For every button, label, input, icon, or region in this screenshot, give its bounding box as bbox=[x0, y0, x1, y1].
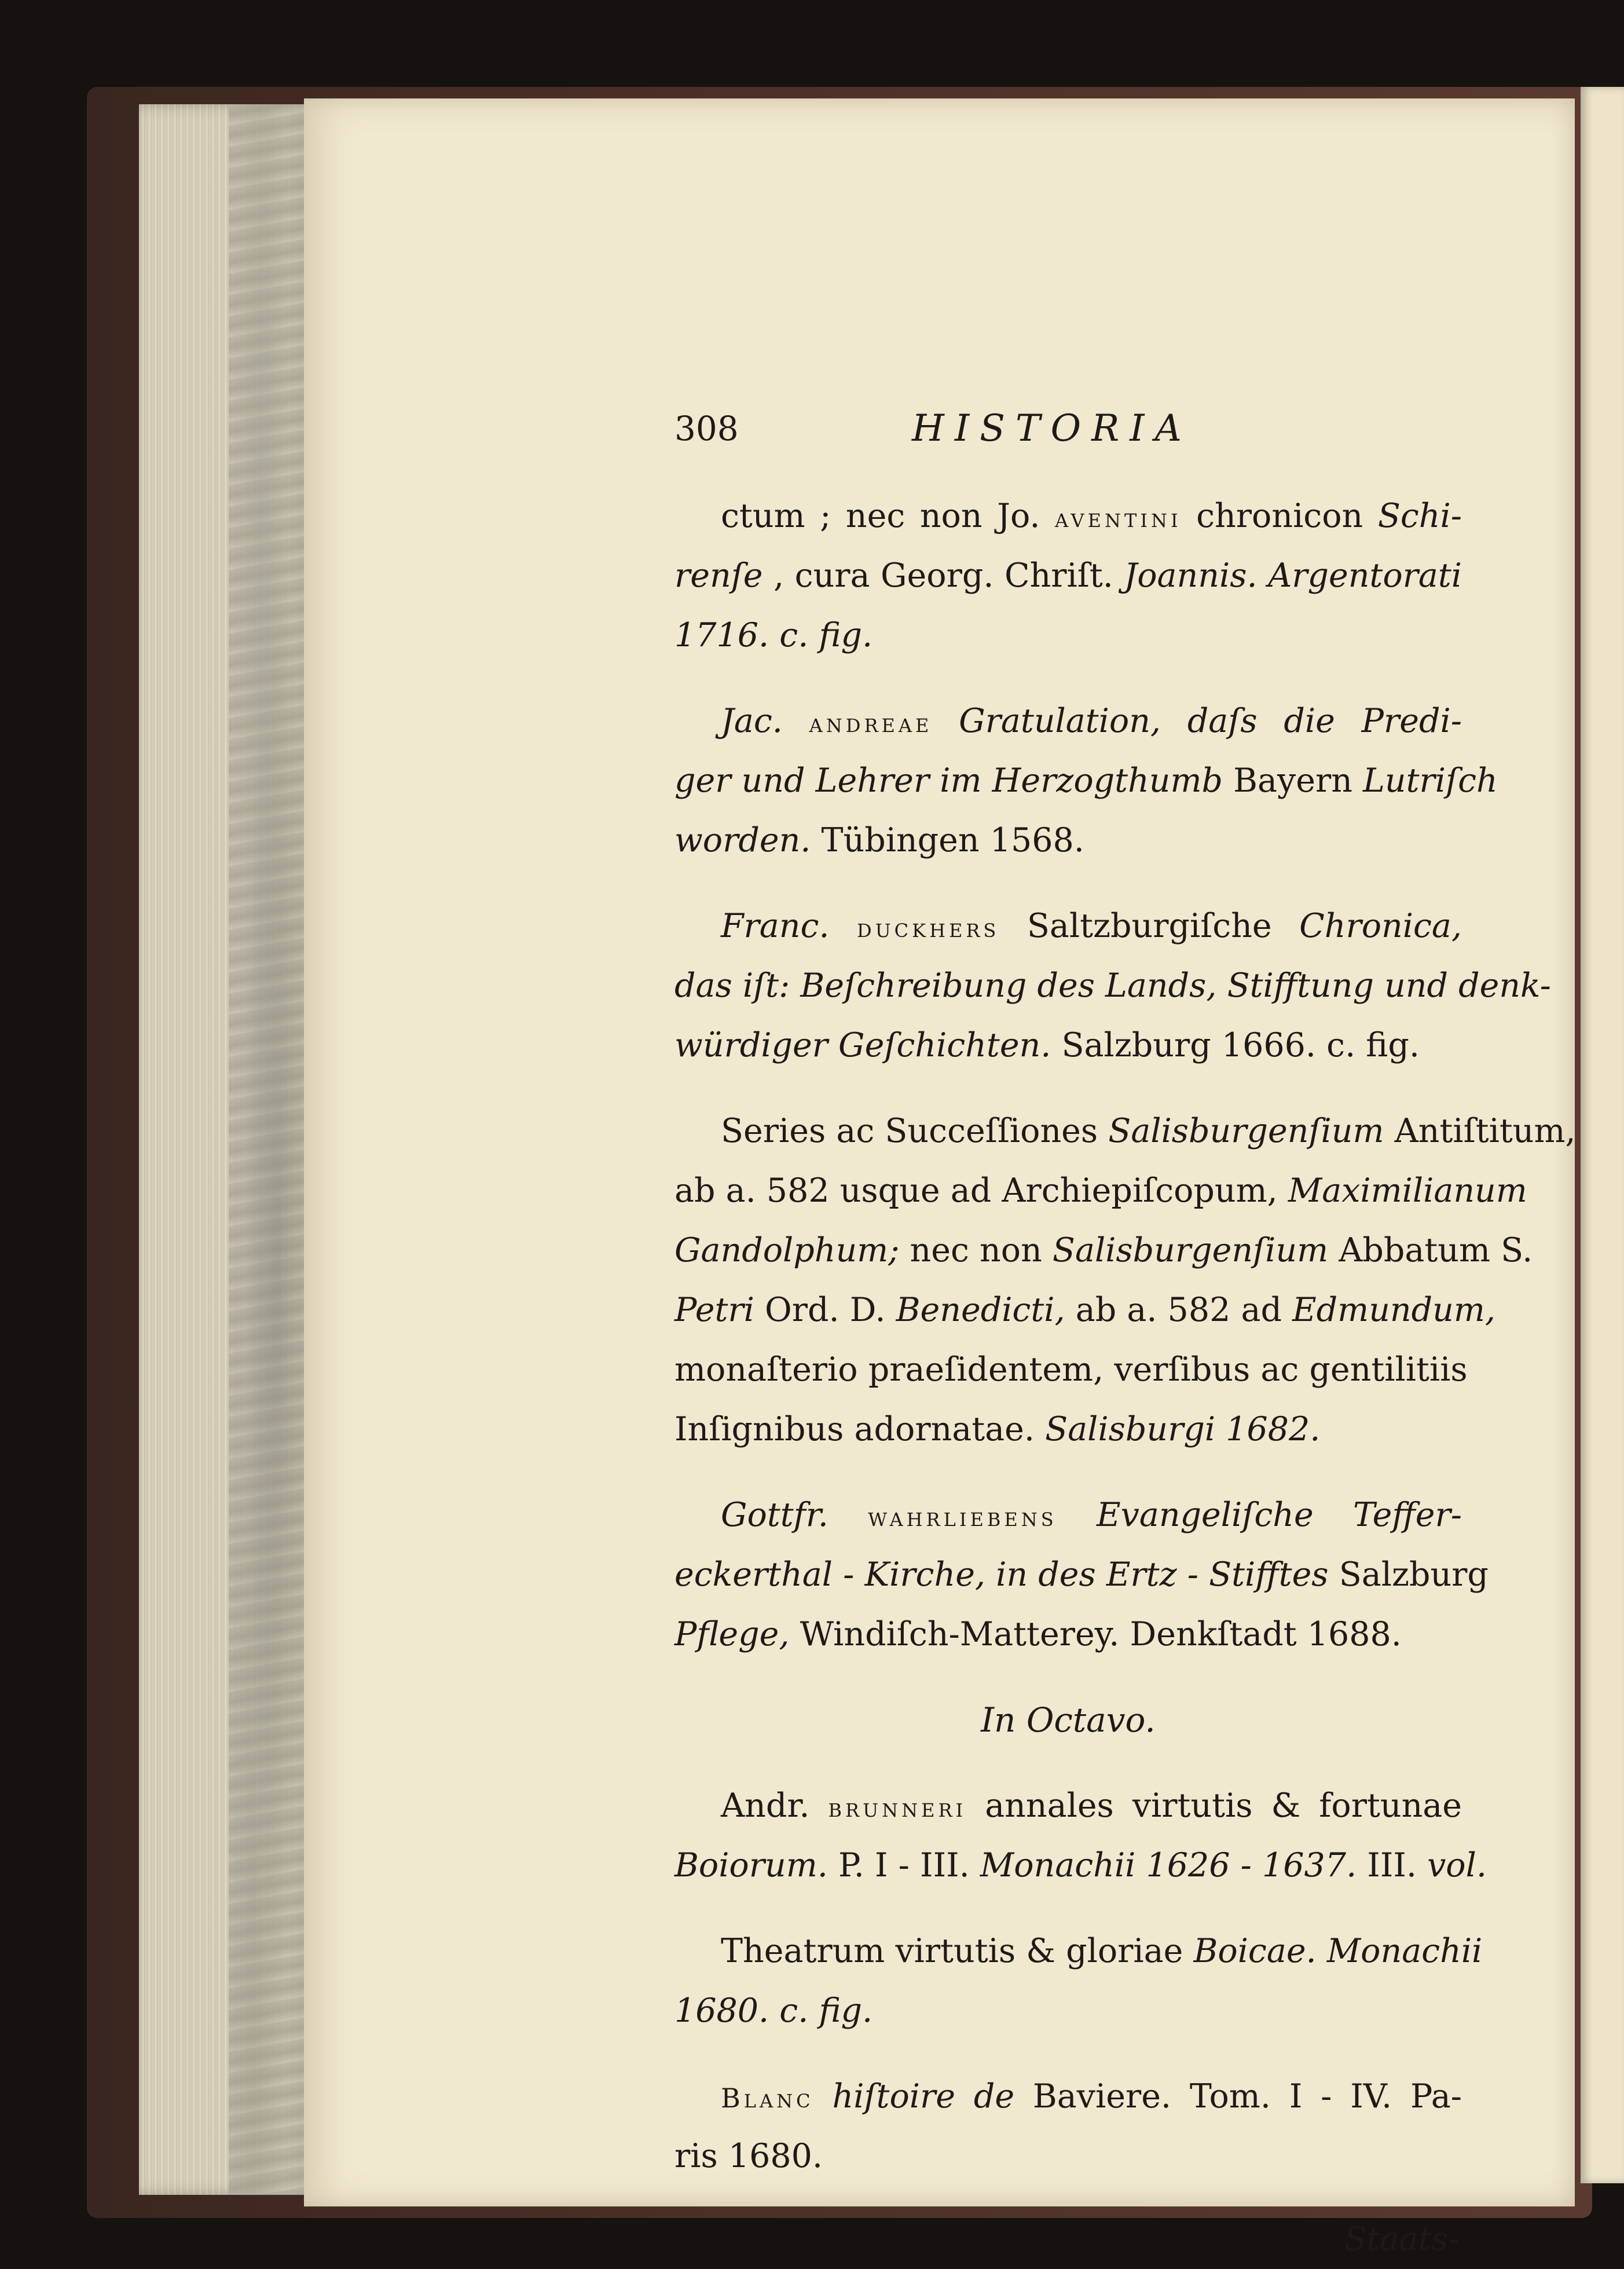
text-run: Antiſtitum, bbox=[1384, 1112, 1576, 1150]
text-line bbox=[674, 1605, 1462, 1664]
italic-text: Franc. bbox=[721, 907, 830, 945]
text-run: ab a. 582 usque ad Archiepiſcopum, bbox=[674, 1172, 1288, 1210]
text-line bbox=[674, 1221, 1533, 1280]
italic-text: Lutriſch bbox=[1363, 762, 1498, 800]
text-run: Inſignibus adornatae. bbox=[674, 1410, 1046, 1448]
italic-text: Boicae. bbox=[1193, 1932, 1317, 1970]
text-line bbox=[674, 1016, 1462, 1075]
text-run: Saltzburgiſche bbox=[999, 907, 1300, 945]
italic-text: Benedicti, bbox=[896, 1291, 1065, 1329]
text-run: Andr. bbox=[721, 1787, 829, 1825]
italic-text: 1716. c. fig. bbox=[674, 616, 873, 654]
text-line bbox=[674, 1485, 1462, 1545]
italic-text: hiſtoire de bbox=[832, 2077, 1015, 2116]
text-run bbox=[783, 702, 809, 740]
text-line bbox=[674, 691, 1462, 751]
italic-text: Salisburgenſium bbox=[1052, 1231, 1329, 1269]
bibliography-entry bbox=[674, 1922, 1483, 2041]
italic-text: Petri bbox=[674, 1291, 754, 1329]
author-name: Blanc bbox=[721, 2083, 814, 2114]
italic-text: Schi- bbox=[1377, 497, 1462, 535]
text-line bbox=[674, 2127, 1462, 2186]
author-name: brunneri bbox=[828, 1792, 967, 1823]
italic-text: ger und Lehrer im Herzogthumb bbox=[674, 762, 1223, 800]
text-line bbox=[674, 751, 1498, 811]
italic-text: Jac. bbox=[721, 702, 783, 740]
text-run bbox=[814, 2077, 833, 2116]
italic-text: Gottfr. bbox=[721, 1496, 829, 1534]
text-line bbox=[674, 1400, 1462, 1459]
text-run bbox=[1317, 1932, 1327, 1970]
italic-text: Evangeliſche Teffer- bbox=[1097, 1496, 1462, 1534]
text-run: annales virtutis & fortunae bbox=[966, 1787, 1462, 1825]
italic-text: Edmundum, bbox=[1292, 1291, 1495, 1329]
text-run: ris 1680. bbox=[674, 2137, 823, 2175]
text-run: P. I - III. bbox=[827, 1846, 980, 1884]
italic-text: Pflege, bbox=[674, 1615, 790, 1653]
text-line bbox=[674, 1922, 1483, 1981]
text-run: nec non bbox=[899, 1231, 1053, 1269]
text-line bbox=[674, 546, 1462, 606]
text-run: chronicon bbox=[1181, 497, 1378, 535]
text-line bbox=[674, 1545, 1489, 1605]
text-run: Ord. D. bbox=[754, 1291, 896, 1329]
italic-text: das iſt: Beſchreibung des Lands, Stifftung und denk- bbox=[674, 967, 1551, 1005]
italic-text: Monachii bbox=[1326, 1932, 1483, 1970]
text-line bbox=[674, 1340, 1468, 1400]
italic-text: Boiorum. bbox=[674, 1846, 828, 1884]
text-line bbox=[674, 1101, 1576, 1161]
author-name: wahrliebens bbox=[868, 1501, 1057, 1532]
italic-text: Gratulation, daſs die Predi- bbox=[959, 702, 1462, 740]
text-run: Abbatum S. bbox=[1328, 1231, 1533, 1269]
text-line bbox=[674, 811, 1462, 870]
italic-text: Joannis. bbox=[1124, 557, 1258, 595]
italic-text: Maximilianum bbox=[1288, 1172, 1527, 1210]
text-run: Windiſch-Matterey. Denkſtadt 1688. bbox=[789, 1615, 1402, 1653]
text-run: monaſterio praeſidentem, verſibus ac gentilitiis bbox=[674, 1351, 1468, 1389]
bibliography-entry bbox=[674, 896, 1551, 1075]
text-line bbox=[674, 606, 1462, 665]
text-run bbox=[830, 907, 857, 945]
italic-text: würdiger Geſchichten. bbox=[674, 1026, 1051, 1064]
text-run: Theatrum virtutis & gloriae bbox=[721, 1932, 1194, 1970]
text-run: ctum ; nec non Jo. bbox=[721, 497, 1055, 535]
catchword: Staats- bbox=[1344, 2220, 1459, 2258]
text-line bbox=[674, 1836, 1487, 1895]
italic-text: renſe bbox=[674, 557, 763, 595]
text-line bbox=[674, 2067, 1462, 2127]
running-head: HISTORIA bbox=[912, 407, 1192, 450]
italic-text: Chronica, bbox=[1299, 907, 1462, 945]
marbled-edge bbox=[229, 104, 310, 2195]
text-run: , cura Georg. Chriſt. bbox=[762, 557, 1124, 595]
author-name: aventini bbox=[1055, 502, 1182, 533]
italic-text: 1680. c. fig. bbox=[674, 1992, 873, 2030]
text-run: Series ac Succeſſiones bbox=[721, 1112, 1109, 1150]
bibliography-entry bbox=[674, 1101, 1576, 1459]
text-run bbox=[829, 1496, 868, 1534]
bibliography-entry bbox=[674, 486, 1462, 665]
text-run bbox=[1258, 557, 1269, 595]
text-run: Salzburg bbox=[1328, 1556, 1489, 1594]
author-name: andreae bbox=[809, 707, 933, 738]
text-run bbox=[932, 702, 959, 740]
bibliography-entry bbox=[674, 2067, 1462, 2186]
text-run: ab a. 582 ad bbox=[1065, 1291, 1293, 1329]
text-line bbox=[674, 956, 1551, 1016]
italic-text: Monachii 1626 - 1637. bbox=[980, 1846, 1357, 1884]
page-text bbox=[674, 400, 1576, 2269]
bibliography-entry bbox=[674, 691, 1498, 870]
text-line bbox=[674, 1776, 1462, 1836]
facing-page-edge bbox=[1581, 87, 1624, 2183]
text-line bbox=[674, 1280, 1495, 1340]
author-name: duckhers bbox=[857, 912, 1000, 943]
italic-text: eckerthal - Kirche, in des Ertz - Stifftes bbox=[674, 1556, 1329, 1594]
text-run bbox=[1057, 1496, 1097, 1534]
bibliography-entries bbox=[674, 486, 1576, 2186]
section-heading: In Octavo. bbox=[981, 1700, 1156, 1740]
page-number: 308 bbox=[674, 409, 739, 448]
text-run: III. bbox=[1357, 1846, 1428, 1884]
italic-text: worden. bbox=[674, 821, 811, 859]
page-header bbox=[674, 400, 1462, 486]
text-run: Tübingen 1568. bbox=[811, 821, 1084, 859]
italic-text: Argentorati bbox=[1268, 557, 1462, 595]
text-line bbox=[674, 1981, 1462, 2041]
italic-text: Gandolphum; bbox=[674, 1231, 900, 1269]
text-run: Baviere. Tom. I - IV. Pa- bbox=[1014, 2077, 1462, 2116]
text-line bbox=[674, 1161, 1527, 1221]
bibliography-entry bbox=[674, 1485, 1489, 1664]
italic-text: Salisburgi 1682. bbox=[1045, 1410, 1321, 1448]
italic-text: Salisburgenſium bbox=[1108, 1112, 1384, 1150]
italic-text: vol. bbox=[1427, 1846, 1487, 1884]
bibliography-entry bbox=[674, 1776, 1487, 1895]
text-run: Bayern bbox=[1223, 762, 1363, 800]
text-line bbox=[674, 486, 1462, 546]
text-line bbox=[674, 896, 1462, 956]
text-run: Salzburg 1666. c. fig. bbox=[1051, 1026, 1420, 1064]
